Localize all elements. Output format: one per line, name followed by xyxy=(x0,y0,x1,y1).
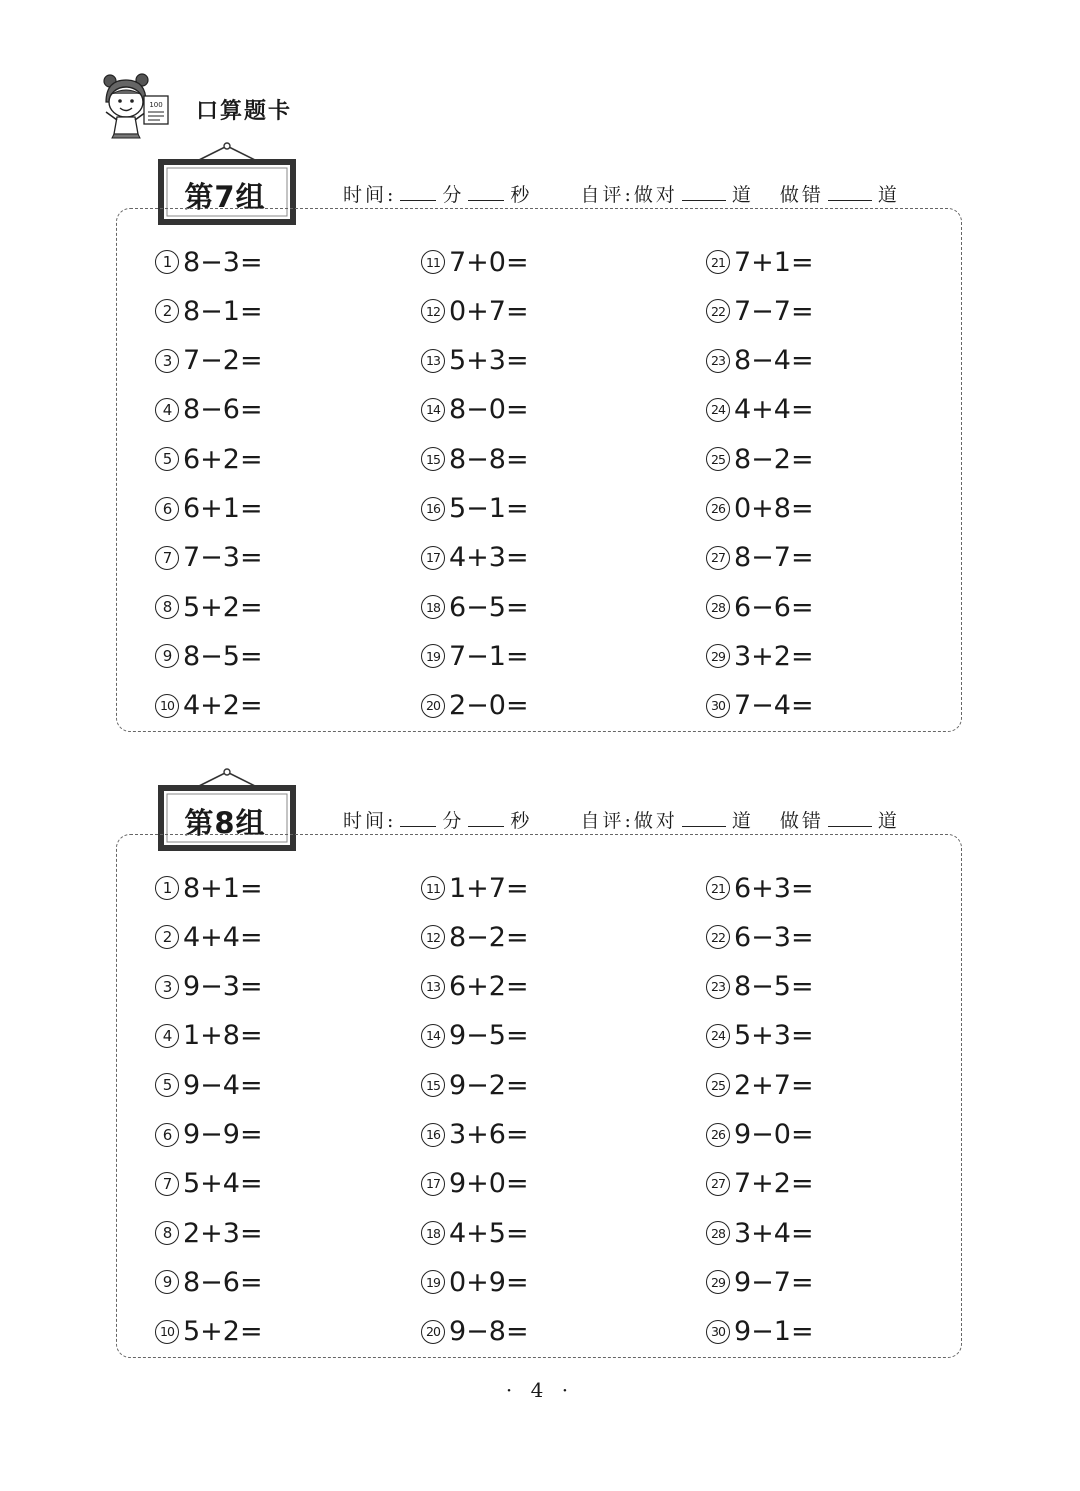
minutes-blank[interactable] xyxy=(400,808,436,827)
wrong-label: 做错 xyxy=(779,810,824,832)
wrong-label: 做错 xyxy=(779,184,824,206)
problem-item xyxy=(155,1312,263,1352)
wrong-count-blank[interactable] xyxy=(828,808,872,827)
problem-number: 1 xyxy=(155,876,179,900)
problem-expression: 8−6= xyxy=(183,394,263,426)
problem-expression: 5+2= xyxy=(183,1316,263,1348)
problem-number: 4 xyxy=(155,1024,179,1048)
problem-expression: 8−0= xyxy=(449,394,529,426)
problem-item xyxy=(155,1262,263,1302)
problem-number: 19 xyxy=(421,1270,445,1294)
problem-number: 8 xyxy=(155,1221,179,1245)
minutes-blank[interactable] xyxy=(400,182,436,201)
problem-number: 23 xyxy=(706,975,730,999)
group-title: 第8组 xyxy=(184,805,266,840)
problem-item xyxy=(155,242,263,282)
problem-expression: 5+4= xyxy=(183,1168,263,1200)
problem-number: 22 xyxy=(706,299,730,323)
problem-item xyxy=(706,868,814,908)
problem-item xyxy=(155,1164,263,1204)
problem-item xyxy=(155,1065,263,1105)
correct-count-blank[interactable] xyxy=(682,808,726,827)
record-line xyxy=(343,806,900,833)
problem-number: 25 xyxy=(706,1073,730,1097)
problem-expression: 4+4= xyxy=(183,921,263,953)
problem-expression: 2−0= xyxy=(449,690,529,722)
time-label: 时间: xyxy=(343,810,397,832)
problem-number: 17 xyxy=(421,1172,445,1196)
problem-item xyxy=(706,1065,814,1105)
problem-expression: 9+0= xyxy=(449,1168,529,1200)
problem-number: 16 xyxy=(421,497,445,521)
problem-expression: 7+2= xyxy=(734,1168,814,1200)
problem-item xyxy=(421,868,529,908)
page-number: · 4 · xyxy=(505,1378,575,1402)
problem-number: 18 xyxy=(421,595,445,619)
problem-expression: 9−7= xyxy=(734,1266,814,1298)
problem-number: 2 xyxy=(155,925,179,949)
problem-number: 9 xyxy=(155,1270,179,1294)
problem-expression: 8−6= xyxy=(183,1266,263,1298)
problem-number: 29 xyxy=(706,644,730,668)
problem-number: 25 xyxy=(706,447,730,471)
problem-number: 5 xyxy=(155,1073,179,1097)
problem-expression: 6−6= xyxy=(734,591,814,623)
problem-item xyxy=(155,1213,263,1253)
problem-expression: 9−1= xyxy=(734,1316,814,1348)
problem-number: 12 xyxy=(421,299,445,323)
unit-label: 道 xyxy=(731,184,754,206)
problem-expression: 8−1= xyxy=(183,295,263,327)
problem-number: 11 xyxy=(421,250,445,274)
problem-item xyxy=(706,1262,814,1302)
problem-item xyxy=(421,1312,529,1352)
problem-item xyxy=(421,686,529,726)
problem-expression: 8−7= xyxy=(734,542,814,574)
problem-item xyxy=(706,439,814,479)
problem-number: 6 xyxy=(155,1123,179,1147)
problem-item xyxy=(706,489,814,529)
problem-expression: 7+0= xyxy=(449,246,529,278)
problem-item xyxy=(706,1312,814,1352)
problem-expression: 3+2= xyxy=(734,640,814,672)
problem-number: 22 xyxy=(706,925,730,949)
unit-label: 道 xyxy=(877,184,900,206)
problem-number: 18 xyxy=(421,1221,445,1245)
problem-number: 1 xyxy=(155,250,179,274)
problem-expression: 9−0= xyxy=(734,1119,814,1150)
problem-expression: 7−7= xyxy=(734,295,814,327)
unit-label: 道 xyxy=(877,810,900,832)
problem-number: 8 xyxy=(155,595,179,619)
problem-expression: 0+7= xyxy=(449,295,529,327)
problem-item xyxy=(421,439,529,479)
problem-item xyxy=(421,341,529,381)
problem-expression: 4+5= xyxy=(449,1217,529,1249)
problem-number: 5 xyxy=(155,447,179,471)
problem-number: 21 xyxy=(706,876,730,900)
problem-item xyxy=(421,917,529,957)
problem-item xyxy=(155,390,263,430)
problem-expression: 6+2= xyxy=(449,971,529,1003)
problem-item xyxy=(421,967,529,1007)
problem-expression: 0+8= xyxy=(734,493,814,524)
problem-item xyxy=(421,489,529,529)
problem-number: 28 xyxy=(706,1221,730,1245)
problem-item xyxy=(421,1164,529,1204)
problem-number: 27 xyxy=(706,1172,730,1196)
problem-item xyxy=(155,587,263,627)
problem-expression: 8−8= xyxy=(449,443,529,475)
problem-item xyxy=(155,341,263,381)
problem-expression: 8−3= xyxy=(183,246,263,278)
problem-expression: 3+6= xyxy=(449,1119,529,1150)
problem-item xyxy=(421,291,529,331)
problem-number: 24 xyxy=(706,398,730,422)
mascot-sign-text: 100 xyxy=(149,101,163,109)
problem-item xyxy=(706,341,814,381)
problem-item xyxy=(706,1164,814,1204)
problem-expression: 9−4= xyxy=(183,1069,263,1101)
wrong-count-blank[interactable] xyxy=(828,182,872,201)
problem-item xyxy=(421,1016,529,1056)
problem-number: 3 xyxy=(155,975,179,999)
problem-item xyxy=(706,390,814,430)
group-title: 第7组 xyxy=(184,179,266,214)
problem-expression: 4+3= xyxy=(449,542,529,574)
problem-expression: 5−1= xyxy=(449,493,529,524)
time-label: 时间: xyxy=(343,184,397,206)
problem-number: 7 xyxy=(155,546,179,570)
page-title: 口算题卡 xyxy=(196,99,293,124)
problem-number: 4 xyxy=(155,398,179,422)
problem-number: 7 xyxy=(155,1172,179,1196)
problem-item xyxy=(155,868,263,908)
problem-item xyxy=(706,917,814,957)
problem-expression: 8−5= xyxy=(183,640,263,672)
problem-number: 10 xyxy=(155,1320,179,1344)
problem-expression: 7+1= xyxy=(734,246,814,278)
problem-expression: 8−2= xyxy=(734,443,814,475)
problem-expression: 6+1= xyxy=(183,493,263,524)
problem-number: 30 xyxy=(706,694,730,718)
problem-number: 24 xyxy=(706,1024,730,1048)
problem-number: 13 xyxy=(421,349,445,373)
problem-item xyxy=(421,1115,529,1155)
problem-expression: 9−5= xyxy=(449,1020,529,1052)
problem-expression: 8−2= xyxy=(449,921,529,953)
problem-item xyxy=(421,538,529,578)
problem-item xyxy=(155,967,263,1007)
problem-item xyxy=(155,538,263,578)
minute-label: 分 xyxy=(442,184,465,206)
problem-item xyxy=(706,686,814,726)
problem-item xyxy=(421,587,529,627)
problem-number: 15 xyxy=(421,1073,445,1097)
problem-item xyxy=(706,1016,814,1056)
problem-item xyxy=(421,1213,529,1253)
problem-item xyxy=(155,291,263,331)
problem-item xyxy=(155,1016,263,1056)
problem-expression: 0+9= xyxy=(449,1266,529,1298)
problem-number: 27 xyxy=(706,546,730,570)
problem-item xyxy=(706,538,814,578)
problem-number: 17 xyxy=(421,546,445,570)
second-label: 秒 xyxy=(510,184,533,206)
problem-expression: 9−9= xyxy=(183,1119,263,1150)
problem-expression: 8−4= xyxy=(734,345,814,377)
problem-number: 16 xyxy=(421,1123,445,1147)
problem-expression: 9−8= xyxy=(449,1316,529,1348)
problem-number: 12 xyxy=(421,925,445,949)
correct-count-blank[interactable] xyxy=(682,182,726,201)
problem-expression: 9−2= xyxy=(449,1069,529,1101)
self-eval-label: 自评:做对 xyxy=(580,810,678,832)
problem-number: 6 xyxy=(155,497,179,521)
problem-expression: 7−2= xyxy=(183,345,263,377)
problem-expression: 6−3= xyxy=(734,921,814,953)
problem-item xyxy=(155,489,263,529)
problem-number: 20 xyxy=(421,694,445,718)
problem-number: 10 xyxy=(155,694,179,718)
problem-expression: 9−3= xyxy=(183,971,263,1003)
problem-expression: 5+3= xyxy=(734,1020,814,1052)
minute-label: 分 xyxy=(442,810,465,832)
problem-number: 30 xyxy=(706,1320,730,1344)
problem-item xyxy=(706,636,814,676)
problem-item xyxy=(421,1262,529,1302)
problem-item xyxy=(706,967,814,1007)
problem-expression: 6+2= xyxy=(183,443,263,475)
seconds-blank[interactable] xyxy=(468,808,504,827)
unit-label: 道 xyxy=(731,810,754,832)
problem-item xyxy=(706,1213,814,1253)
second-label: 秒 xyxy=(510,810,533,832)
problem-number: 13 xyxy=(421,975,445,999)
problem-expression: 5+3= xyxy=(449,345,529,377)
self-eval-label: 自评:做对 xyxy=(580,184,678,206)
problem-item xyxy=(155,917,263,957)
problem-number: 15 xyxy=(421,447,445,471)
problem-number: 26 xyxy=(706,497,730,521)
problem-expression: 2+7= xyxy=(734,1069,814,1101)
girl-mascot-icon xyxy=(100,72,172,142)
problem-item xyxy=(706,291,814,331)
problem-expression: 8−5= xyxy=(734,971,814,1003)
problem-number: 28 xyxy=(706,595,730,619)
problem-item xyxy=(706,587,814,627)
problem-number: 14 xyxy=(421,398,445,422)
problem-expression: 4+2= xyxy=(183,690,263,722)
problem-item xyxy=(155,439,263,479)
problem-expression: 3+4= xyxy=(734,1217,814,1249)
problem-number: 26 xyxy=(706,1123,730,1147)
problem-number: 21 xyxy=(706,250,730,274)
problem-number: 29 xyxy=(706,1270,730,1294)
problem-item xyxy=(155,686,263,726)
problem-expression: 8+1= xyxy=(183,872,263,904)
problem-number: 23 xyxy=(706,349,730,373)
problem-expression: 1+7= xyxy=(449,872,529,904)
problem-number: 2 xyxy=(155,299,179,323)
problem-number: 3 xyxy=(155,349,179,373)
problem-expression: 1+8= xyxy=(183,1020,263,1052)
seconds-blank[interactable] xyxy=(468,182,504,201)
problem-expression: 5+2= xyxy=(183,591,263,623)
problem-expression: 7−1= xyxy=(449,640,529,672)
problem-number: 19 xyxy=(421,644,445,668)
problem-expression: 2+3= xyxy=(183,1217,263,1249)
problem-item xyxy=(706,242,814,282)
problem-number: 14 xyxy=(421,1024,445,1048)
problem-expression: 4+4= xyxy=(734,394,814,426)
problem-expression: 6+3= xyxy=(734,872,814,904)
problem-number: 9 xyxy=(155,644,179,668)
problem-item xyxy=(421,242,529,282)
problem-number: 20 xyxy=(421,1320,445,1344)
problem-item xyxy=(421,636,529,676)
problem-expression: 6−5= xyxy=(449,591,529,623)
problem-expression: 7−3= xyxy=(183,542,263,574)
problem-number: 11 xyxy=(421,876,445,900)
problem-item xyxy=(155,636,263,676)
problem-item xyxy=(421,390,529,430)
problem-item xyxy=(421,1065,529,1105)
problem-expression: 7−4= xyxy=(734,690,814,722)
record-line xyxy=(343,180,900,207)
problem-item xyxy=(706,1115,814,1155)
problem-item xyxy=(155,1115,263,1155)
